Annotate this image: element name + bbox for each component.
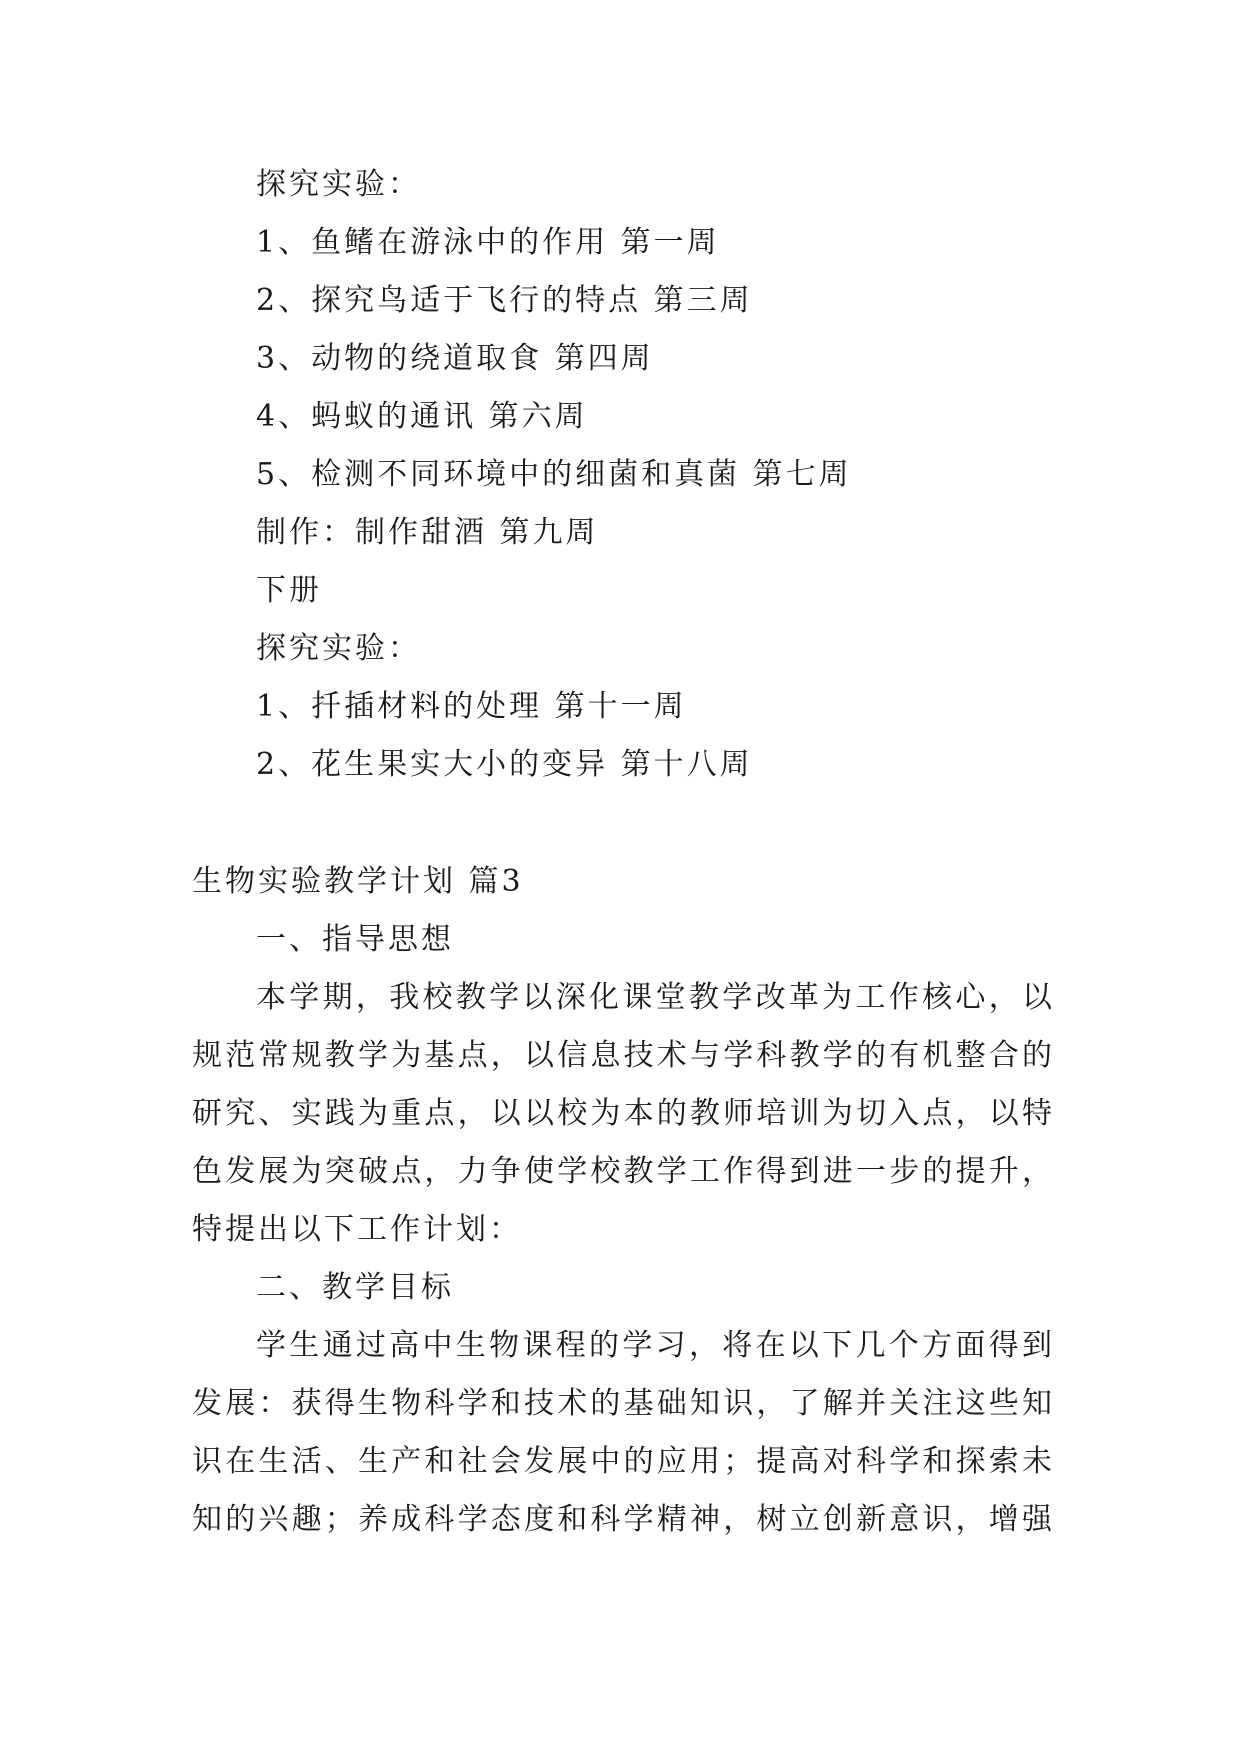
section-heading-guiding-ideology: 一、指导思想 [256, 922, 454, 957]
experiment-heading: 探究实验： [256, 631, 421, 666]
production-item: 制作：制作甜酒 第九周 [256, 515, 599, 550]
paragraph-line: 学生通过高中生物课程的学习，将在以下几个方面得到 [256, 1328, 1052, 1363]
paragraph-line: 特提出以下工作计划： [192, 1212, 522, 1247]
experiment-item: 5、检测不同环境中的细菌和真菌 第七周 [256, 457, 852, 492]
paragraph-line: 色发展为突破点，力争使学校教学工作得到进一步的提升， [192, 1154, 1052, 1189]
volume-label: 下册 [256, 573, 322, 608]
experiment-item: 1、扦插材料的处理 第十一周 [256, 689, 687, 724]
paragraph-line: 规范常规教学为基点，以信息技术与学科教学的有机整合的 [192, 1038, 1052, 1073]
experiment-item: 2、花生果实大小的变异 第十八周 [256, 747, 753, 782]
experiment-heading: 探究实验： [256, 167, 421, 202]
experiment-item: 3、动物的绕道取食 第四周 [256, 341, 654, 376]
section-heading-teaching-goals: 二、教学目标 [256, 1270, 454, 1305]
article-title: 生物实验教学计划 篇3 [192, 864, 524, 899]
experiment-item: 1、鱼鳍在游泳中的作用 第一周 [256, 225, 720, 260]
paragraph-line: 识在生活、生产和社会发展中的应用；提高对科学和探索未 [192, 1444, 1052, 1479]
experiment-item: 4、蚂蚁的通讯 第六周 [256, 399, 588, 434]
paragraph-line: 研究、实践为重点，以以校为本的教师培训为切入点，以特 [192, 1096, 1052, 1131]
experiment-item: 2、探究鸟适于飞行的特点 第三周 [256, 283, 753, 318]
paragraph-line: 本学期，我校教学以深化课堂教学改革为工作核心，以 [256, 980, 1052, 1015]
paragraph-line: 知的兴趣；养成科学态度和科学精神，树立创新意识，增强 [192, 1502, 1052, 1537]
paragraph-line: 发展：获得生物科学和技术的基础知识，了解并关注这些知 [192, 1386, 1052, 1421]
